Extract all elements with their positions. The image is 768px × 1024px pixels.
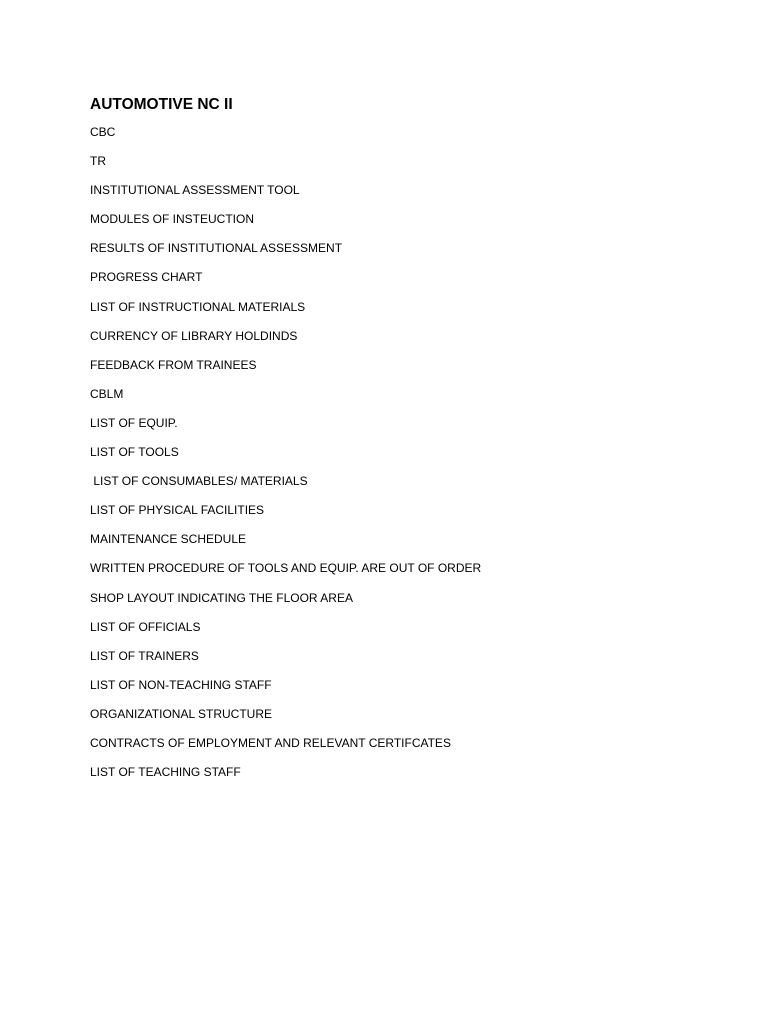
list-item: CURRENCY OF LIBRARY HOLDINDS [90,328,298,343]
list-item: CBLM [90,386,124,401]
list-item: RESULTS OF INSTITUTIONAL ASSESSMENT [90,241,343,256]
list-item: LIST OF NON-TEACHING STAFF [90,677,272,692]
list-item: LIST OF TEACHING STAFF [90,765,241,780]
list-item: FEEDBACK FROM TRAINEES [90,357,257,372]
list-item: CBC [90,125,116,139]
list-item: LIST OF INSTRUCTIONAL MATERIALS [90,299,306,314]
document-item-list [90,124,730,781]
list-item: INSTITUTIONAL ASSESSMENT TOOL [90,183,300,198]
list-item: WRITTEN PROCEDURE OF TOOLS AND EQUIP. ARE OUT OF ORDER [90,561,482,576]
list-item: LIST OF CONSUMABLES/ MATERIALS [90,474,308,489]
list-item: ORGANIZATIONAL STRUCTURE [90,706,273,721]
list-item: MAINTENANCE SCHEDULE [90,532,247,547]
list-item: LIST OF EQUIP. [90,415,178,430]
list-item: PROGRESS CHART [90,270,203,285]
document-title: AUTOMOTIVE NC II [90,96,233,113]
list-item: SHOP LAYOUT INDICATING THE FLOOR AREA [90,590,353,605]
list-item: LIST OF OFFICIALS [90,619,201,634]
list-item: MODULES OF INSTEUCTION [90,212,255,227]
list-item: TR [90,154,106,169]
document-content [90,94,730,793]
list-item: CONTRACTS OF EMPLOYMENT AND RELEVANT CERTIFCATES [90,735,451,750]
list-item: LIST OF TRAINERS [90,648,199,663]
list-item: LIST OF PHYSICAL FACILITIES [90,503,265,518]
list-item: LIST OF TOOLS [90,445,179,460]
